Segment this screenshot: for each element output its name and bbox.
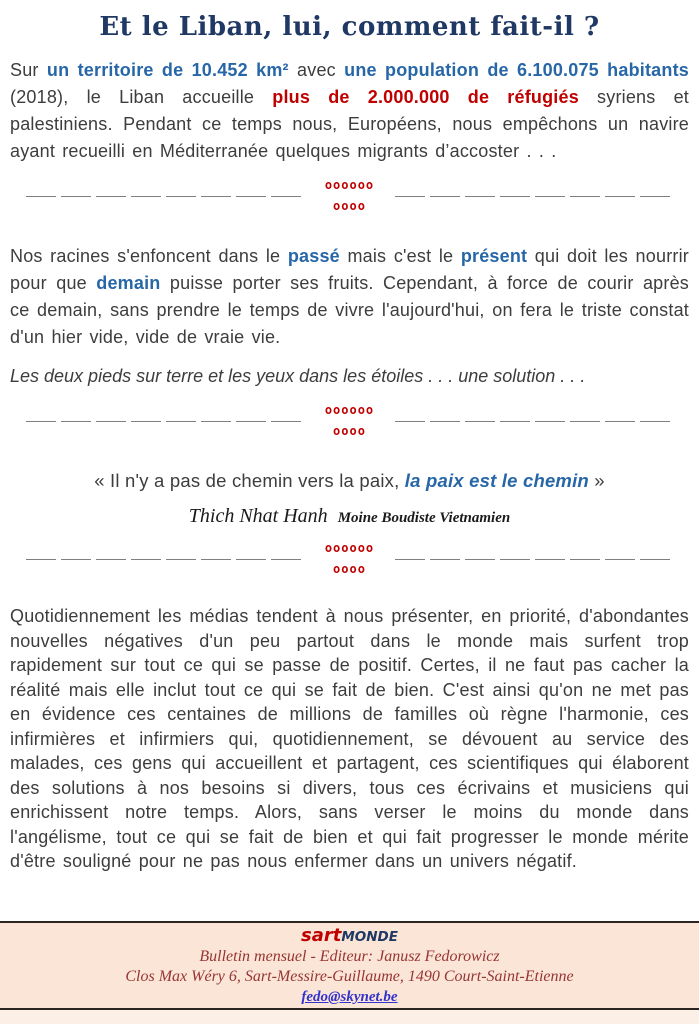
page-content (0, 12, 699, 874)
section-separator (26, 173, 673, 219)
dots-row-top: oooooo (324, 178, 375, 192)
dots-row-top: oooooo (324, 541, 375, 555)
separator-line-left (26, 421, 305, 422)
footer-bulletin-line: Bulletin mensuel - Editeur: Janusz Fedorowicz (199, 948, 500, 965)
separator-ornament (305, 178, 395, 214)
quote-attribution (10, 505, 689, 528)
section-separator (26, 536, 673, 582)
separator-ornament (305, 403, 395, 439)
dots-row-bottom: oooo (333, 199, 366, 213)
separator-line-right (395, 421, 674, 422)
separator-line-right (395, 559, 674, 560)
footer-email-link[interactable]: fedo@skynet.be (301, 989, 398, 1005)
lebanon-paragraph: Sur un territoire de 10.452 km² avec une population de 6.100.075 habitants (2018), le Liban accueille plus de 2.000.000 de réfugiés syriens et palestiniens. Pendant ce temps nous, Européens, nous empêchons un navire ayant recueilli en Méditerranée quelques migrants d’accoster . . . (10, 60, 690, 161)
footer-address-line: Clos Max Wéry 6, Sart-Messire-Guillaume, 1490 Court-Saint-Etienne (125, 968, 574, 985)
newsletter-logo (0, 926, 699, 947)
dots-row-bottom: oooo (333, 424, 366, 438)
media-paragraph: Quotidiennement les médias tendent à nous présenter, en priorité, d'abondantes nouvelles négatives d'un peu partout dans le monde mais surfent trop rapidement sur tout ce qui se passe de positif. Certes, il ne faut pas cacher la réalité mais elle inclut tout ce qui se fait de bien. C'est ainsi qu'on ne met pas en évidence ces centaines de millions de familles où règne l'harmonie, ces infirmières et infirmiers qui, quotidiennement, se dévouent au service des malades, ces gens qui accueillent et partagent, ces scientifiques qui élaborent des solutions à nos besoins si divers, tous ces écrivains et musiciens qui enrichissent notre temps. Alors, sans verser le moins du monde dans l'angélisme, tout ce qui se fait de bien et qui fait progresser le monde mérite d'être souligné pour ne pas nous enfermer dans un univers négatif. (10, 606, 689, 871)
page-title: Et le Liban, lui, comment fait-il ? (99, 12, 600, 42)
separator-line-left (26, 559, 305, 560)
separator-ornament (305, 541, 395, 577)
solution-line: Les deux pieds sur terre et les yeux dans les étoiles . . . une solution . . . (10, 366, 586, 386)
separator-line-right (395, 196, 674, 197)
logo-sart: sart (301, 925, 342, 946)
dots-row-bottom: oooo (333, 562, 366, 576)
dots-row-top: oooooo (324, 403, 375, 417)
quote-author-title: Moine Boudiste Vietnamien (337, 510, 511, 526)
logo-monde: MONDE (341, 929, 398, 945)
quote-author: Thich Nhat Hanh (188, 505, 328, 527)
roots-paragraph: Nos racines s'enfoncent dans le passé mais c'est le présent qui doit les nourrir pour que demain puisse porter ses fruits. Cependant, à force de courir après ce demain, sans prendre le temps de vivre l'aujourd'hui, on fera le triste constat d'un hier vide, vide de vraie vie. (10, 246, 689, 347)
footer (0, 921, 699, 1024)
footer-bottom-strip (0, 1010, 699, 1024)
peace-quote: « Il n'y a pas de chemin vers la paix, la paix est le chemin » (94, 470, 605, 491)
footer-box (0, 921, 699, 1010)
separator-line-left (26, 196, 305, 197)
footer-email-row (0, 987, 699, 1007)
section-separator (26, 398, 673, 444)
